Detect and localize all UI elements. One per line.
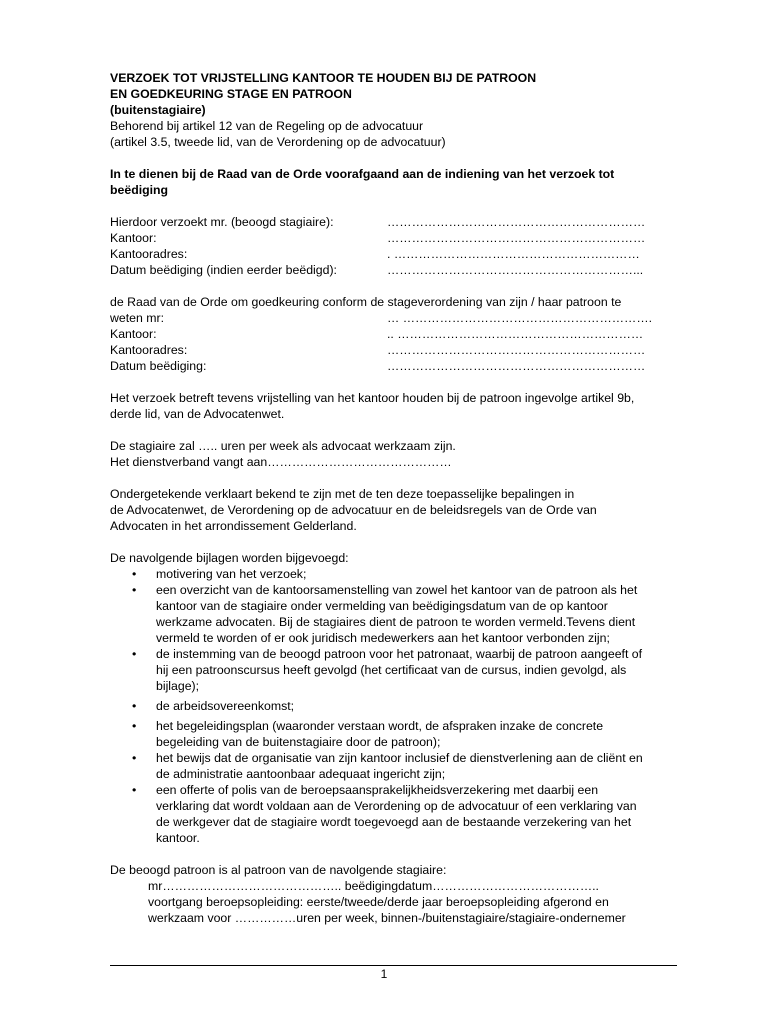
patroon-al-line-1: mr…………………………………….. beëdigingdatum………………………………….. [148,879,599,893]
list-item [110,718,680,750]
bullet-icon: • [132,647,137,661]
verklaring-line-1: Ondergetekende verklaart bekend te zijn met de ten deze toepasselijke bepalingen in [110,487,575,501]
form-row [110,262,680,278]
patroon-intro: de Raad van de Orde om goedkeuring conform de stageverordening van zijn / haar patroon te [110,295,622,309]
stagiaire-form [110,214,680,278]
list-item-text: kantoor van de stagiaire onder vermelding van beëdigingsdatum van de op kantoor [156,599,608,613]
form-label: Kantoor: [110,327,157,341]
bullet-icon: • [132,751,137,765]
list-item-text: een offerte of polis van de beroepsaansprakelijkheidsverzekering met daarbij een [156,783,599,797]
verklaring-line-2: de Advocatenwet, de Verordening op de advocatuur en de beleidsregels van de Orde van [110,503,597,517]
vrijstelling-line-1: Het verzoek betreft tevens vrijstelling van het kantoor houden bij de patroon ingevolge artikel 9b, [110,391,635,405]
title-line-3: (buitenstagiaire) [110,103,206,117]
list-item-text: een overzicht van de kantoorsamenstelling van zowel het kantoor van de patroon als het [156,583,638,597]
list-item [110,646,680,694]
title-line-1: VERZOEK TOT VRIJSTELLING KANTOOR TE HOUDEN BIJ DE PATROON [110,71,537,85]
form-blank: ……………………………………………………… [387,215,646,229]
form-blank: … ……………………………………………………. [387,311,653,325]
form-row [110,246,680,262]
list-item-text: bijlage); [156,679,200,693]
bijlagen-intro: De navolgende bijlagen worden bijgevoegd: [110,551,349,565]
form-blank: .. …………………………………………………… [387,327,644,341]
form-row [110,214,680,230]
form-label: Kantooradres: [110,343,188,357]
list-item-text: werkzame advocaten. Bij de stagiaires dient de patroon te worden vermeld.Tevens dient [156,615,636,629]
form-label: Datum beëdiging: [110,359,207,373]
bullet-icon: • [132,719,137,733]
form-blank: . …………………………………………………… [387,247,640,261]
list-item-text: de werkgever dat de stagiaire wordt toegevoegd aan de bestaande verzekering van het [156,815,632,829]
uren-line-2: Het dienstverband vangt aan……………………………………… [110,455,452,469]
list-item-text: motivering van het verzoek; [156,567,307,581]
verklaring-line-3: Advocaten in het arrondissement Gelderland. [110,519,357,533]
list-item-text: begeleiding van de buitenstagiaire door de patroon); [156,735,441,749]
list-item [110,582,680,646]
list-item [110,698,680,714]
uren-line-1: De stagiaire zal ….. uren per week als advocaat werkzaam zijn. [110,439,456,453]
bullet-icon: • [132,699,137,713]
form-row [110,310,680,326]
form-row [110,326,680,342]
list-item [110,782,680,846]
patroon-form [110,310,680,374]
bullet-icon: • [132,567,137,581]
page-number: 1 [380,967,388,981]
title-line-2: EN GOEDKEURING STAGE EN PATROON [110,87,352,101]
form-blank: ……………………………………………………… [387,359,646,373]
patroon-al-intro: De beoogd patroon is al patroon van de navolgende stagiaire: [110,863,447,877]
patroon-al-line-3: werkzaam voor ……………uren per week, binnen-/buitenstagiaire/stagiaire-ondernemer [148,911,626,925]
subtitle-line-2: (artikel 3.5, tweede lid, van de Verordening op de advocatuur) [110,135,446,149]
instruction-line-2: beëdiging [110,183,169,197]
form-row [110,358,680,374]
form-label: weten mr: [110,311,164,325]
document-body [110,70,680,926]
form-label: Kantooradres: [110,247,188,261]
list-item-text: de administratie aantoonbaar adequaat ingericht zijn; [156,767,446,781]
bullet-icon: • [132,583,137,597]
form-blank: ……………………………………………………… [387,231,646,245]
bijlagen-list [110,566,680,846]
list-item-text: het begeleidingsplan (waaronder verstaan wordt, de afspraken inzake de concrete [156,719,604,733]
list-item-text: verklaring dat wordt voldaan aan de Verordening op de advocatuur of een verklaring van [156,799,637,813]
form-blank: ……………………………………………………... [387,263,644,277]
form-row [110,230,680,246]
list-item-text: de arbeidsovereenkomst; [156,699,295,713]
list-item [110,566,680,582]
patroon-al-details [110,878,680,926]
list-item-text: de instemming van de beoogd patroon voor het patronaat, waarbij de patroon aangeeft of [156,647,643,661]
list-item-text: kantoor. [156,831,200,845]
vrijstelling-line-2: derde lid, van de Advocatenwet. [110,407,285,421]
bullet-icon: • [132,783,137,797]
form-blank: ……………………………………………………… [387,343,646,357]
patroon-al-line-2: voortgang beroepsopleiding: eerste/tweede/derde jaar beroepsopleiding afgerond en [148,895,609,909]
form-label: Kantoor: [110,231,157,245]
form-label: Hierdoor verzoekt mr. (beoogd stagiaire): [110,215,334,229]
instruction-line-1: In te dienen bij de Raad van de Orde voorafgaand aan de indiening van het verzoek tot [110,167,615,181]
list-item [110,750,680,782]
list-item-text: het bewijs dat de organisatie van zijn kantoor inclusief de dienstverlening aan de cliënt en [156,751,643,765]
footer-divider [110,965,677,966]
form-row [110,342,680,358]
form-label: Datum beëdiging (indien eerder beëdigd): [110,263,337,277]
list-item-text: hij een patroonscursus heeft gevolgd (het certificaat van de cursus, indien gevolgd, als [156,663,627,677]
subtitle-line-1: Behorend bij artikel 12 van de Regeling op de advocatuur [110,119,424,133]
list-item-text: vermeld te worden of er ook juridisch medewerkers aan het kantoor verbonden zijn; [156,631,610,645]
